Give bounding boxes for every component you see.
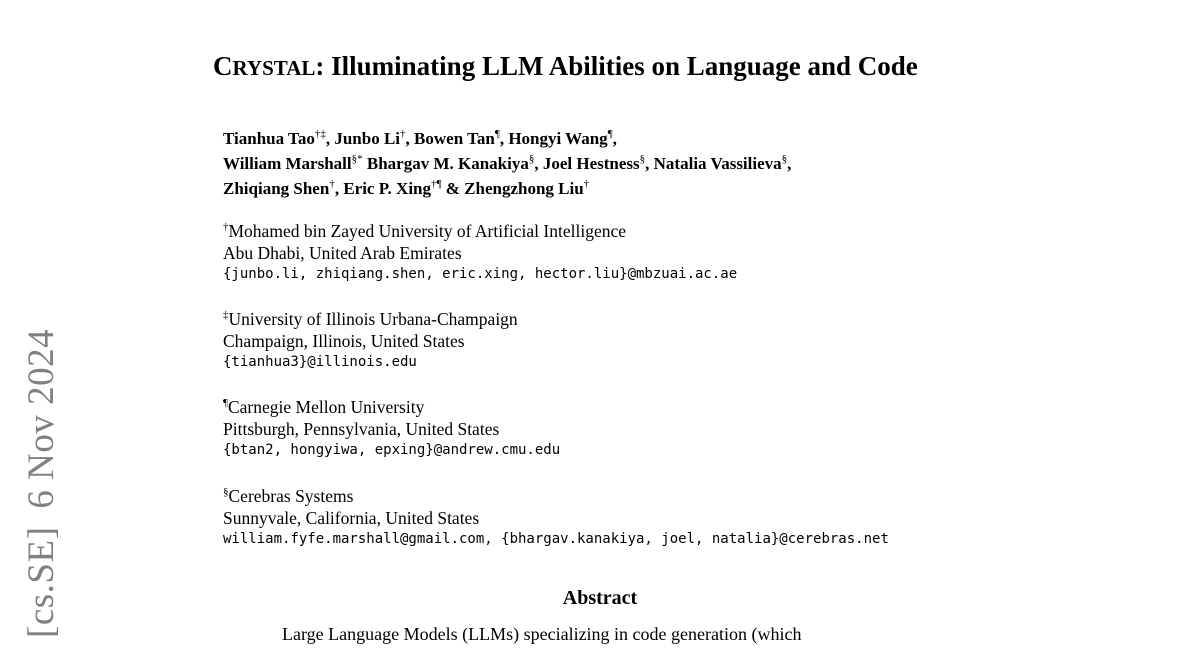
affiliation-emails: {junbo.li, zhiqiang.shen, eric.xing, hector.liu}@mbzuai.ac.ae xyxy=(223,266,738,282)
author-name: Hongyi Wang xyxy=(508,129,608,148)
affiliation-mark: ¶ xyxy=(223,397,228,409)
author-marks: † xyxy=(400,128,406,140)
title-smallcaps-rest: RYSTAL xyxy=(232,56,316,80)
affiliation-location: Sunnyvale, California, United States xyxy=(223,507,480,528)
author-line xyxy=(223,176,791,201)
author-name: Natalia Vassilieva xyxy=(653,154,782,173)
author-separator: , xyxy=(334,179,344,198)
affiliation-institution: Mohamed bin Zayed University of Artificial Intelligence xyxy=(228,221,627,241)
affiliation-block xyxy=(223,221,737,286)
author-name: Eric P. Xing xyxy=(343,179,431,198)
affiliation-block xyxy=(223,397,560,462)
affiliation-institution-line xyxy=(223,221,737,243)
affiliation-institution-line xyxy=(223,486,889,508)
author-separator: & xyxy=(441,179,465,198)
author-marks: †‡ xyxy=(314,128,326,140)
affiliation-emails: william.fyfe.marshall@gmail.com, {bhargav.kanakiya, joel, natalia}@cerebras.net xyxy=(223,531,889,547)
author-name: Junbo Li xyxy=(334,129,401,148)
affiliation-mark: § xyxy=(223,486,229,498)
author-name: Tianhua Tao xyxy=(223,129,315,148)
affiliation-institution: Cerebras Systems xyxy=(228,486,354,506)
affiliation-location: Abu Dhabi, United Arab Emirates xyxy=(223,242,462,263)
author-separator: , xyxy=(499,129,509,148)
author-list xyxy=(223,126,791,201)
affiliation-block xyxy=(223,309,518,374)
author-name: Zhengzhong Liu xyxy=(464,179,584,198)
affiliation-institution: Carnegie Mellon University xyxy=(227,397,425,417)
author-name: Joel Hestness xyxy=(542,154,640,173)
author-marks: †¶ xyxy=(431,178,442,190)
author-line xyxy=(223,151,791,176)
affiliation-location: Champaign, Illinois, United States xyxy=(223,330,465,351)
affiliation-mark: † xyxy=(223,221,229,233)
paper-title xyxy=(213,50,918,82)
affiliation-block xyxy=(223,486,889,551)
title-smallcaps-initial: C xyxy=(213,51,233,81)
author-separator: , xyxy=(645,154,654,173)
author-name: Bhargav M. Kanakiya xyxy=(366,154,529,173)
title-rest: : Illuminating LLM Abilities on Language and Code xyxy=(315,51,918,81)
arxiv-category: [cs.SE] xyxy=(21,526,62,638)
author-separator: , xyxy=(325,129,335,148)
author-marks: ¶ xyxy=(494,128,500,140)
author-separator: , xyxy=(534,154,543,173)
affiliation-institution-line xyxy=(223,397,560,419)
abstract-text: Large Language Models (LLMs) specializing in code generation (which xyxy=(282,624,802,644)
author-line xyxy=(223,126,791,151)
affiliation-institution-line xyxy=(223,309,518,331)
author-name: Zhiqiang Shen xyxy=(223,179,330,198)
affiliation-location: Pittsburgh, Pennsylvania, United States xyxy=(223,418,500,439)
author-marks: † xyxy=(329,178,335,190)
affiliation-emails: {btan2, hongyiwa, epxing}@andrew.cmu.edu xyxy=(223,442,561,458)
affiliation-emails: {tianhua3}@illinois.edu xyxy=(223,354,417,370)
author-separator: , xyxy=(612,129,617,148)
author-marks: § xyxy=(639,153,646,165)
affiliation-institution: University of Illinois Urbana-Champaign xyxy=(228,309,518,329)
author-marks: † xyxy=(583,178,590,190)
author-marks: §* xyxy=(351,153,363,165)
author-marks: § xyxy=(528,153,535,165)
abstract-heading: Abstract xyxy=(562,587,638,609)
author-separator: , xyxy=(787,154,792,173)
author-marks: ¶ xyxy=(607,128,613,140)
affiliation-mark: ‡ xyxy=(223,309,229,321)
author-name: Bowen Tan xyxy=(414,129,495,148)
author-marks: § xyxy=(781,153,788,165)
author-separator: , xyxy=(405,129,415,148)
author-name: William Marshall xyxy=(223,154,352,173)
arxiv-date: 6 Nov 2024 xyxy=(21,328,62,509)
